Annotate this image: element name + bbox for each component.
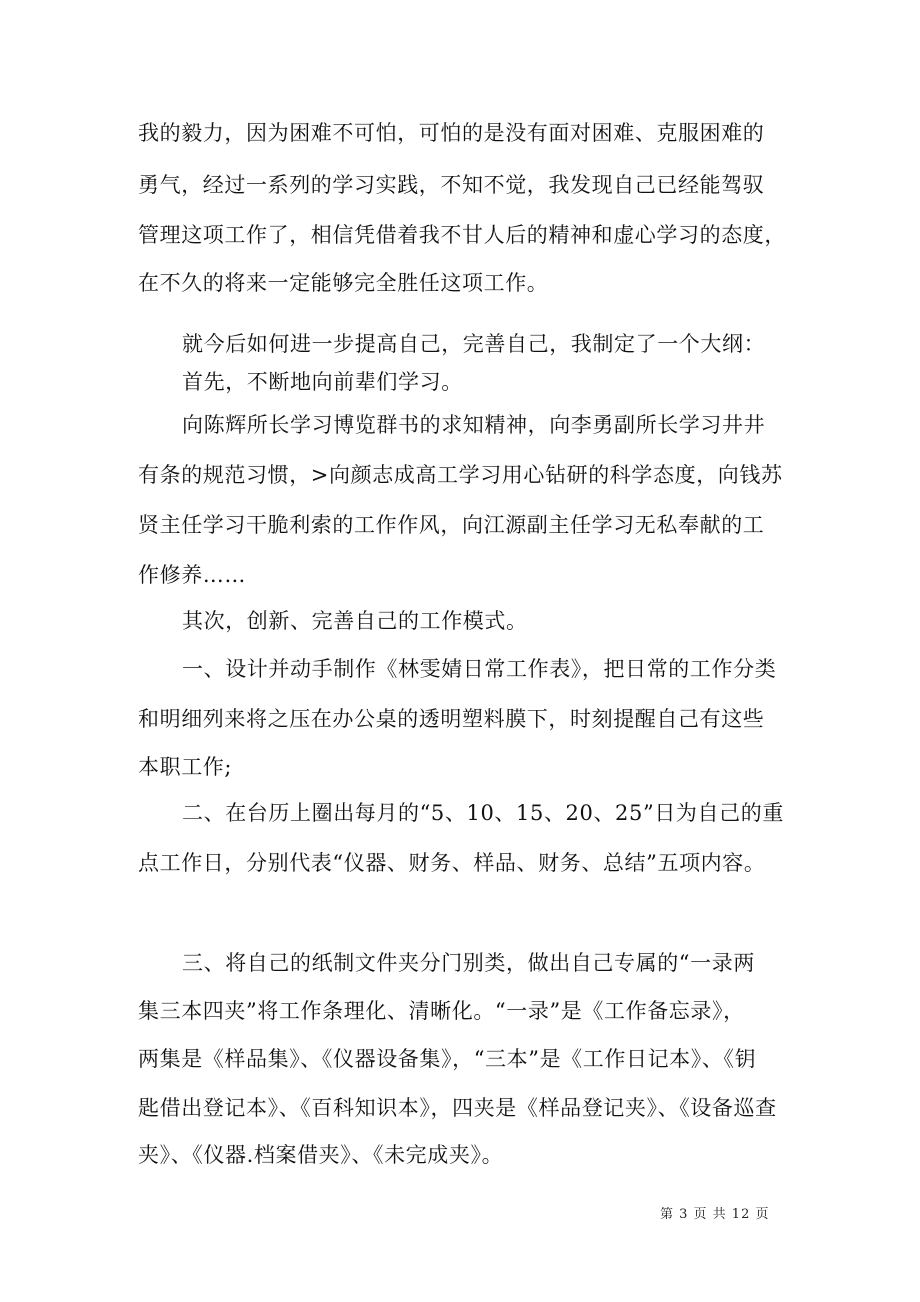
body-text-line: 管理这项工作了，相信凭借着我不甘人后的精神和虚心学习的态度， [138,223,786,247]
body-text-line: 二、在台历上圈出每月的“5、10、15、20、25”日为自己的重 [182,801,784,825]
body-text-line: 勇气，经过一系列的学习实践，不知不觉，我发现自己已经能驾驭 [138,173,765,197]
body-text-line: 作修养…… [138,563,246,587]
body-text-line: 贤主任学习干脆利索的工作作风，向江源副主任学习无私奉献的工 [138,513,765,537]
body-text-line: 匙借出登记本》、《百科知识本》，四夹是《样品登记夹》、《设备巡查 [138,1096,777,1120]
body-text-line: 首先，不断地向前辈们学习。 [182,370,463,394]
body-text-line: 向陈辉所长学习博览群书的求知精神，向李勇副所长学习井井 [182,413,766,437]
body-text-line: 点工作日，分别代表“仪器、财务、样品、财务、总结”五项内容。 [138,851,766,875]
body-text-line: 其次，创新、完善自己的工作模式。 [182,609,528,633]
body-text-line: 本职工作; [138,755,233,779]
body-text-line: 就今后如何进一步提高自己，完善自己，我制定了一个大纲： [182,332,766,356]
body-text-line: 夹》、《仪器.档案借夹》、《未完成夹》。 [138,1143,504,1167]
body-text-line: 三、将自己的纸制文件夹分门别类，做出自己专属的“一录两 [182,951,755,975]
body-text-line: 在不久的将来一定能够完全胜任这项工作。 [138,271,549,295]
page-number-footer: 第 3 页 共 12 页 [660,1207,770,1222]
body-text-line: 有条的规范习惯，>向颜志成高工学习用心钻研的科学态度，向钱苏 [138,463,783,487]
body-text-line: 一、设计并动手制作《林雯婧日常工作表》，把日常的工作分类 [182,657,777,681]
body-text-line: 和明细列来将之压在办公桌的透明塑料膜下，时刻提醒自己有这些 [138,707,765,731]
body-text-line: 集三本四夹”将工作条理化、清晰化。“一录”是《工作备忘录》， [138,999,745,1023]
body-text-line: 我的毅力，因为困难不可怕，可怕的是没有面对困难、克服困难的 [138,121,765,145]
body-text-line: 两集是《样品集》、《仪器设备集》，“三本”是《工作日记本》、《钥 [138,1047,757,1071]
